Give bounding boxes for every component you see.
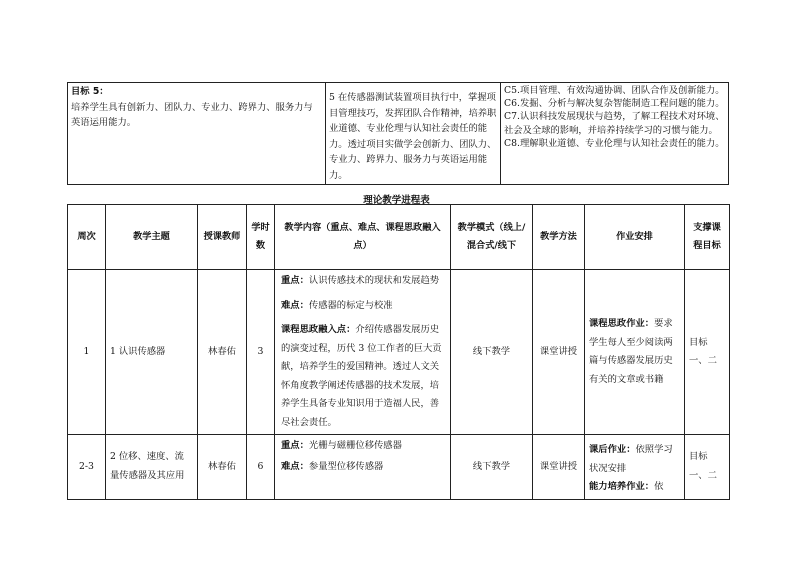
table-row	[68, 270, 730, 435]
teacher-cell: 林春佑	[198, 435, 247, 500]
teaching-schedule-table	[67, 204, 730, 500]
mode-cell: 线下教学	[451, 270, 533, 435]
ability-list-cell	[501, 83, 729, 185]
goal-text: 培养学生具有创新力、团队力、专业力、跨界力、服务力与英语运用能力。	[71, 101, 313, 128]
ability-item: C6.发掘、分析与解决复杂智能制造工程问题的能力。	[504, 98, 725, 110]
goal-cell: 目标一、二	[685, 435, 730, 500]
goal-title: 目标 5：	[71, 86, 109, 97]
homework2-text: 依	[654, 481, 664, 492]
key-label: 重点：	[281, 440, 309, 451]
homework-text: 要求学生每人至少阅读两篇与传感器发展历史有关的文章或书籍	[589, 318, 673, 385]
header-goal: 支撑课程目标	[685, 205, 730, 270]
key-text: 光栅与磁栅位移传感器	[308, 440, 402, 451]
homework-label: 课程思政作业：	[589, 318, 655, 329]
week-cell: 2-3	[68, 435, 106, 500]
header-teacher: 授课教师	[198, 205, 247, 270]
homework-label: 课后作业：	[589, 444, 636, 455]
content-cell	[275, 435, 451, 500]
header-homework: 作业安排	[585, 205, 685, 270]
difficulty-label: 难点：	[281, 299, 309, 311]
ability-item: C7.认识科技发展现状与趋势，了解工程技术对环境、社会及全球的影响，并培养持续学习的习惯与能力。	[504, 111, 725, 136]
homework-cell	[585, 270, 685, 435]
difficulty-label: 难点：	[281, 460, 309, 472]
hours-cell: 3	[247, 270, 275, 435]
difficulty-text: 参量型位移传感器	[308, 460, 384, 472]
header-mode: 教学模式（线上/混合式/线下	[451, 205, 533, 270]
method-cell: 课堂讲授	[533, 270, 585, 435]
key-label: 重点：	[281, 275, 309, 286]
homework-text: 依照学习状况安排	[589, 444, 673, 474]
content-cell	[275, 270, 451, 435]
table-row	[68, 435, 730, 500]
hours-cell: 6	[247, 435, 275, 500]
goal-detail-text: 5 在传感器测试装置项目执行中，掌握项目管理技巧，发挥团队合作精神，培养职业道德、专业伦理与认知社会责任的能力。透过项目实做学会创新力、团队力、专业力、跨界力、服务力与英语运用能力。	[329, 92, 497, 181]
table-caption: 理论教学进程表	[363, 195, 430, 206]
teacher-cell: 林春佑	[198, 270, 247, 435]
course-goal-table	[67, 82, 729, 185]
ability-item: C5.项目管理、有效沟通协调、团队合作及创新能力。	[504, 85, 725, 96]
header-topic: 教学主题	[106, 205, 198, 270]
ideology-label: 课程思政融入点：	[281, 324, 356, 335]
topic-cell: 2 位移、速度、流量传感器及其应用	[106, 435, 198, 500]
header-method: 教学方法	[533, 205, 585, 270]
header-hours: 学时数	[247, 205, 275, 270]
table-header-row	[68, 205, 730, 270]
difficulty-text: 传感器的标定与校准	[308, 299, 393, 311]
homework-cell	[585, 435, 685, 500]
mode-cell: 线下教学	[451, 435, 533, 500]
week-cell: 1	[68, 270, 106, 435]
header-content: 教学内容（重点、难点、课程思政融入点）	[275, 205, 451, 270]
goal-description-cell	[68, 83, 326, 185]
goal-detail-cell	[326, 83, 501, 185]
method-cell: 课堂讲授	[533, 435, 585, 500]
ability-item: C8.理解职业道德、专业伦理与认知社会责任的能力。	[504, 137, 725, 149]
homework2-label: 能力培养作业：	[589, 481, 655, 492]
topic-cell: 1 认识传感器	[106, 270, 198, 435]
key-text: 认识传感技术的现状和发展趋势	[308, 275, 440, 286]
goal-cell: 目标一、二	[685, 270, 730, 435]
header-week: 周次	[68, 205, 106, 270]
ideology-text: 介绍传感器发展历史的演变过程，历代 3 位工作者的巨大贡献，培养学生的爱国精神。透过人文关怀角度教学阐述传感器的技术发展，培养学生具备专业知识用于造福人民，善尽社会责任。	[281, 324, 442, 428]
